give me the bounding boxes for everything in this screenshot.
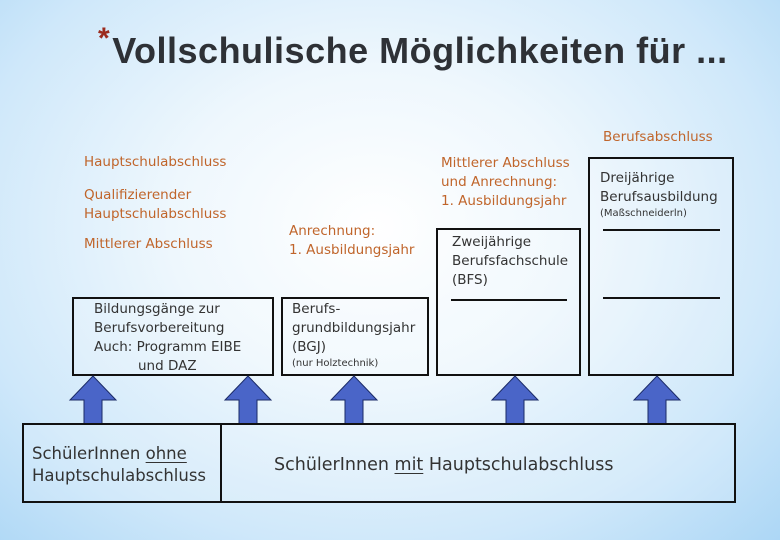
label-line: Mittlerer Abschluss	[441, 155, 570, 171]
label-line: 1. Ausbildungsjahr	[441, 193, 567, 209]
divider	[603, 297, 720, 299]
box-ohne-hauptschulabschluss	[22, 423, 222, 503]
box-line: grundbildungsjahr	[292, 320, 416, 336]
box-note: (Maßschneiderln)	[600, 208, 687, 219]
arrow-up-icon	[331, 376, 377, 424]
box-line: Berufs-	[292, 301, 341, 317]
box-line: Dreijährige	[600, 170, 675, 186]
box-line: Berufsausbildung	[600, 189, 718, 205]
box-line: Berufsvorbereitung	[94, 320, 225, 336]
box-text	[452, 233, 568, 290]
label-qualifizierender	[84, 186, 226, 224]
box-line: Hauptschulabschluss	[32, 466, 207, 485]
divider	[451, 299, 567, 301]
emphasis: mit	[394, 455, 424, 475]
label-line: Qualifizierender	[84, 187, 192, 203]
label-line: und Anrechnung:	[441, 174, 558, 190]
label-anrechnung	[289, 222, 414, 260]
box-mit-hauptschulabschluss	[220, 423, 736, 503]
label-mittlerer-anrechnung	[441, 154, 570, 211]
bullet-icon: *	[98, 22, 111, 55]
box-line: Zweijährige	[452, 234, 532, 250]
label-berufsabschluss: Berufsabschluss	[603, 129, 713, 145]
box-bgj	[281, 297, 429, 376]
arrow-up-icon	[70, 376, 116, 424]
text: SchülerInnen	[32, 444, 146, 463]
box-line: Berufsfachschule	[452, 253, 569, 269]
box-note: (nur Holztechnik)	[292, 358, 379, 369]
arrow-up-icon	[492, 376, 538, 424]
arrows	[0, 370, 780, 426]
box-line: (BFS)	[452, 272, 488, 288]
label-line: Hauptschulabschluss	[84, 206, 227, 222]
box-line: Bildungsgänge zur	[94, 301, 220, 317]
box-line: und DAZ	[138, 358, 197, 374]
box-text	[600, 169, 718, 220]
box-text	[32, 443, 206, 487]
box-text	[94, 300, 241, 376]
label-mittlerer-abschluss: Mittlerer Abschluss	[84, 236, 213, 252]
divider	[603, 229, 720, 231]
box-berufsvorbereitung	[72, 297, 274, 376]
title-text: Vollschulische Möglichkeiten für ...	[112, 30, 728, 71]
box-line	[32, 443, 206, 465]
text: Hauptschulabschluss	[423, 455, 614, 475]
box-text	[274, 454, 613, 476]
box-line: Auch: Programm EIBE	[94, 339, 242, 355]
box-berufsausbildung	[588, 157, 734, 376]
text: SchülerInnen	[274, 455, 395, 475]
label-line: Anrechnung:	[289, 223, 376, 239]
slide-title	[98, 22, 728, 72]
emphasis: ohne	[145, 444, 187, 463]
arrow-up-icon	[634, 376, 680, 424]
box-text	[292, 300, 415, 370]
box-bfs	[436, 228, 581, 376]
box-line: (BGJ)	[292, 339, 327, 355]
label-line: 1. Ausbildungsjahr	[289, 242, 415, 258]
label-hauptschulabschluss: Hauptschulabschluss	[84, 154, 227, 170]
arrow-up-icon	[225, 376, 271, 424]
